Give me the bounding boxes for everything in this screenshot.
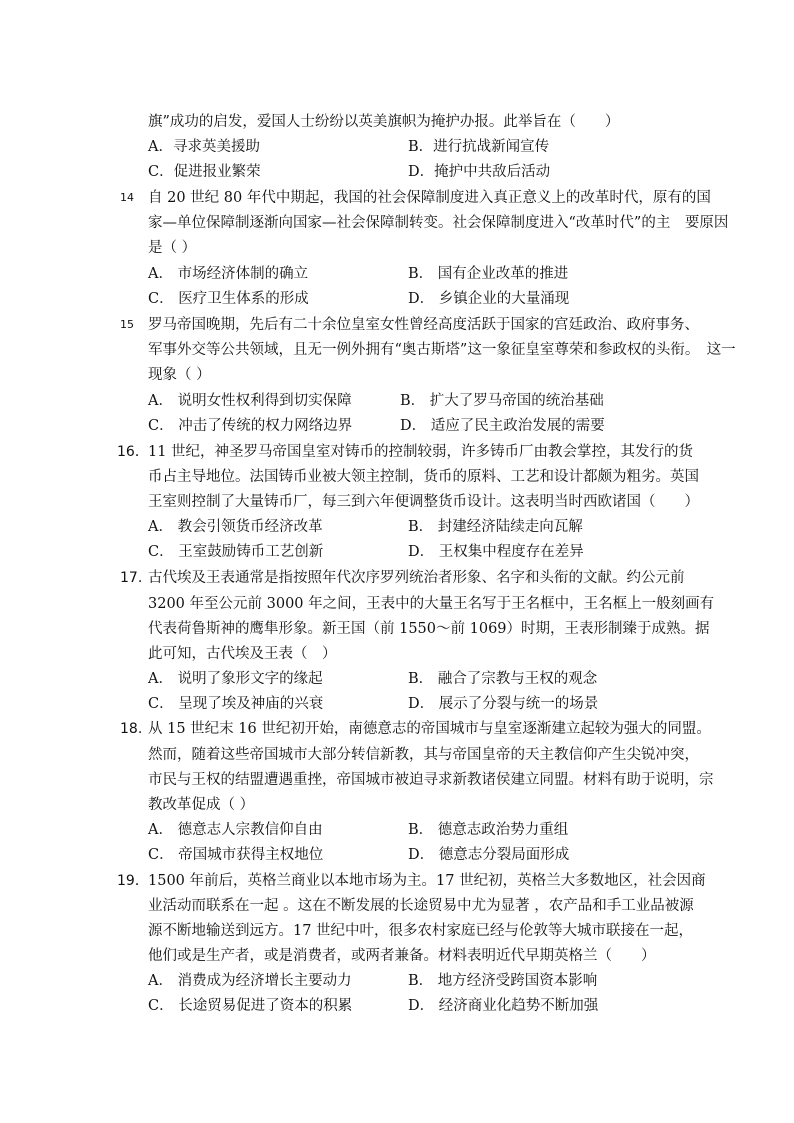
question-16-line-1: 11 世纪，神圣罗马帝国皇室对铸币的控制较弱，许多铸币厂由教会掌控，其发行的货 <box>148 444 694 460</box>
question-15-option-a: A． 说明女性权利得到切实保障 <box>148 393 352 409</box>
question-16-option-b: B． 封建经济陆续走向瓦解 <box>408 519 583 535</box>
question-15-option-d: D． 适应了民主政治发展的需要 <box>400 418 605 434</box>
question-17-line-4: 此可知，古代埃及王表（ ） <box>148 646 337 662</box>
question-17-line-2: 3200 年至公元前 3000 年之间，王表中的大量王名写于王名框中，王名框上一般刻画有 <box>148 596 715 612</box>
question-14-option-c: C． 医疗卫生体系的形成 <box>148 291 309 307</box>
question-17-line-1: 古代埃及王表通常是指按照年代次序罗列统治者形象、名字和头衔的文献。约公元前 <box>148 570 685 586</box>
question-19-option-a: A． 消费成为经济增长主要动力 <box>148 973 352 989</box>
question-18-option-b: B． 德意志政治势力重组 <box>408 822 569 838</box>
question-15-number: 15 <box>120 318 134 331</box>
question-14-line-3: 是（ ） <box>148 240 197 256</box>
question-13-option-b: B．进行抗战新闻宣传 <box>408 139 550 155</box>
question-18-line-3: 市民与王权的结盟遭遇重挫，帝国城市被迫寻求新教诸侯建立同盟。材料有助于说明，宗 <box>148 772 714 788</box>
question-15-line-1: 罗马帝国晚期，先后有二十余位皇室女性曾经高度活跃于国家的宫廷政治、政府事务、 <box>148 317 699 333</box>
question-14-number: 14 <box>120 191 134 204</box>
question-15-option-b: B． 扩大了罗马帝国的统治基础 <box>400 393 604 409</box>
question-17-line-3: 代表荷鲁斯神的鹰隼形象。新王国（前 1550～前 1069）时期，王表形制臻于成熟。据 <box>148 621 710 637</box>
question-19-option-c: C． 长途贸易促进了资本的积累 <box>148 998 353 1014</box>
question-16-line-2: 币占主导地位。法国铸币业被大领主控制，货币的原料、工艺和设计都颇为粗劣。英国 <box>148 469 699 485</box>
question-14-line-1: 自 20 世纪 80 年代中期起，我国的社会保障制度进入真正意义上的改革时代，原有的国 <box>148 190 711 206</box>
question-15-line-3: 现象（ ） <box>148 367 211 383</box>
question-16-line-3: 王室则控制了大量铸币厂，每三到六年便调整货币设计。这表明当时西欧诸国（ ） <box>148 494 699 510</box>
question-19-line-1: 1500 年前后，英格兰商业以本地市场为主。17 世纪初，英格兰大多数地区，社会因商 <box>148 873 706 889</box>
question-19-line-4: 他们或是生产者，或是消费者，或两者兼备。材料表明近代早期英格兰（ ） <box>148 948 656 964</box>
question-14-option-d: D． 乡镇企业的大量涌现 <box>408 291 570 307</box>
question-18-line-2: 然而，随着这些帝国城市大部分转信新教，其与帝国皇帝的天主教信仰产生尖锐冲突， <box>148 747 699 763</box>
question-17-option-c: C． 呈现了埃及神庙的兴衰 <box>148 696 324 712</box>
question-19-option-b: B． 地方经济受跨国资本影响 <box>408 973 598 989</box>
question-19-number: 19． <box>117 873 149 889</box>
question-18-option-d: D． 德意志分裂局面形成 <box>408 847 570 863</box>
question-18-option-c: C． 帝国城市获得主权地位 <box>148 847 324 863</box>
question-16-option-d: D． 王权集中程度存在差异 <box>408 544 584 560</box>
question-15-line-2: 军事外交等公共领域，且无一例外拥有“奥古斯塔”这一象征皇室尊荣和参政权的头衔。 这一 <box>148 342 736 358</box>
question-18-option-a: A． 德意志人宗教信仰自由 <box>148 822 323 838</box>
question-17-option-a: A． 说明了象形文字的缘起 <box>148 671 323 687</box>
question-14-option-b: B． 国有企业改革的推进 <box>408 266 569 282</box>
question-19-option-d: D． 经济商业化趋势不断加强 <box>408 998 599 1014</box>
question-19-line-2: 业活动而联系在一起 。这在不断发展的长途贸易中尤为显著 ，农产品和手工业品被源 <box>148 898 694 914</box>
question-19-line-3: 源不断地输送到远方。17 世纪中叶，很多农村家庭已经与伦敦等大城市联接在一起， <box>148 923 694 939</box>
question-13-option-c: C．促进报业繁荣 <box>148 164 261 180</box>
question-18-line-4: 教改革促成（ ） <box>148 797 255 813</box>
question-16-number: 16． <box>117 444 149 460</box>
question-15-option-c: C． 冲击了传统的权力网络边界 <box>148 418 353 434</box>
question-17-number: 17. <box>120 570 143 586</box>
question-13-option-d: D．掩护中共敌后活动 <box>408 164 551 180</box>
question-18-line-1: 从 15 世纪末 16 世纪初开始，南德意志的帝国城市与皇室逐渐建立起较为强大的同盟。 <box>148 721 711 737</box>
question-16-option-a: A． 教会引领货币经济改革 <box>148 519 323 535</box>
question-13-text: 旗”成功的启发，爱国人士纷纷以英美旗帜为掩护办报。此举旨在（ ） <box>148 114 620 130</box>
question-17-option-d: D． 展示了分裂与统一的场景 <box>408 696 599 712</box>
question-13-option-a: A．寻求英美援助 <box>148 139 260 155</box>
question-14-line-2: 家—单位保障制逐渐向国家—社会保障制转变。社会保障制度进入“改革时代”的主 要原因 <box>148 215 729 231</box>
question-14-option-a: A． 市场经济体制的确立 <box>148 266 309 282</box>
question-18-number: 18. <box>120 721 143 737</box>
question-16-option-c: C． 王室鼓励铸币工艺创新 <box>148 544 324 560</box>
question-17-option-b: B． 融合了宗教与王权的观念 <box>408 671 598 687</box>
